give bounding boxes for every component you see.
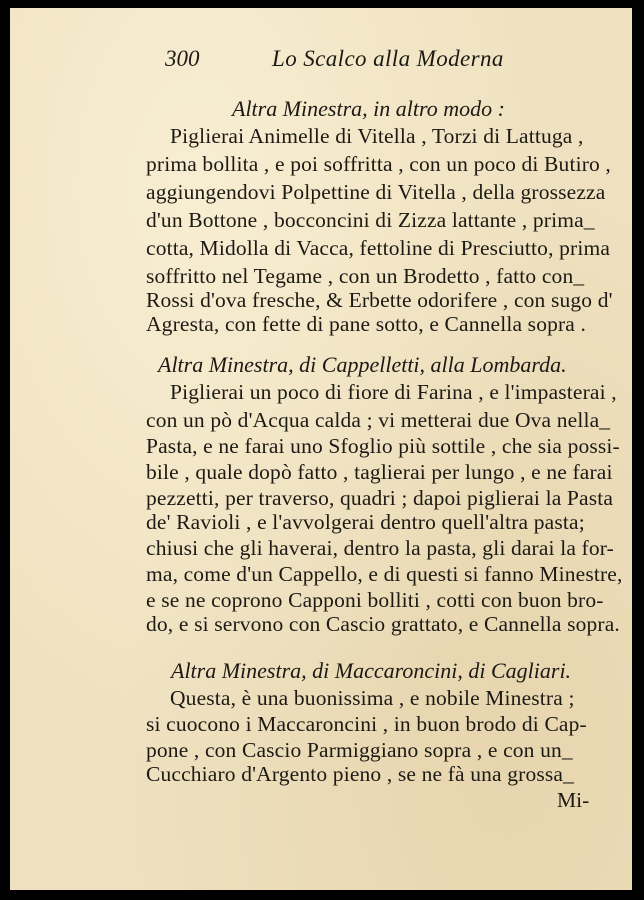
text-line: ma, come d'un Cappello, e di questi si fanno Minestre, <box>146 562 623 586</box>
text-line: Piglierai un poco di fiore di Farina , e l'impasterai , <box>170 380 617 404</box>
text-line: Pasta, e ne farai uno Sfoglio più sottile , che sia possi- <box>146 434 620 458</box>
text-line: si cuocono i Maccaroncini , in buon brodo di Cap- <box>146 712 587 736</box>
text-line: Piglierai Animelle di Vitella , Torzi di Lattuga , <box>170 124 584 148</box>
text-line: bile , quale dopò fatto , taglierai per lungo , e ne farai <box>146 460 613 484</box>
text-line: pone , con Cascio Parmiggiano sopra , e con un_ <box>146 738 573 762</box>
text-line: e se ne coprono Capponi bolliti , cotti con buon bro- <box>146 588 604 612</box>
section-title: Altra Minestra, di Maccaroncini, di Cagliari. <box>171 658 572 683</box>
text-line: pezzetti, per traverso, quadri ; dapoi piglierai la Pasta <box>146 486 614 510</box>
text-line: d'un Bottone , bocconcini di Zizza lattante , prima_ <box>146 208 595 232</box>
page-number: 300 <box>165 46 200 71</box>
running-title: Lo Scalco alla Moderna <box>272 46 504 71</box>
book-page <box>10 8 632 890</box>
text-line: Rossi d'ova fresche, & Erbette odorifere , con sugo d' <box>146 288 613 312</box>
catchword: Mi- <box>557 788 590 812</box>
running-header <box>10 46 632 76</box>
text-line: do, e si servono con Cascio grattato, e Cannella sopra. <box>146 612 620 636</box>
text-line: de' Ravioli , e l'avvolgerai dentro quell'altra pasta; <box>146 510 585 534</box>
text-line: con un pò d'Acqua calda ; vi metterai due Ova nella_ <box>146 408 611 432</box>
text-line: prima bollita , e poi soffritta , con un poco di Butiro , <box>146 152 611 176</box>
text-line: cotta, Midolla di Vacca, fettoline di Presciutto, prima <box>146 236 611 260</box>
text-line: soffritto nel Tegame , con un Brodetto , fatto con_ <box>146 264 585 288</box>
section-title: Altra Minestra, di Cappelletti, alla Lombarda. <box>158 352 567 377</box>
text-line: Questa, è una buonissima , e nobile Minestra ; <box>170 686 575 710</box>
text-line: Cucchiaro d'Argento pieno , se ne fà una grossa_ <box>146 762 575 786</box>
text-line: Agresta, con fette di pane sotto, e Cannella sopra . <box>146 312 587 336</box>
text-line: aggiungendovi Polpettine di Vitella , della grossezza <box>146 180 606 204</box>
section-title: Altra Minestra, in altro modo : <box>232 96 505 121</box>
text-line: chiusi che gli haverai, dentro la pasta, gli darai la for- <box>146 536 614 560</box>
